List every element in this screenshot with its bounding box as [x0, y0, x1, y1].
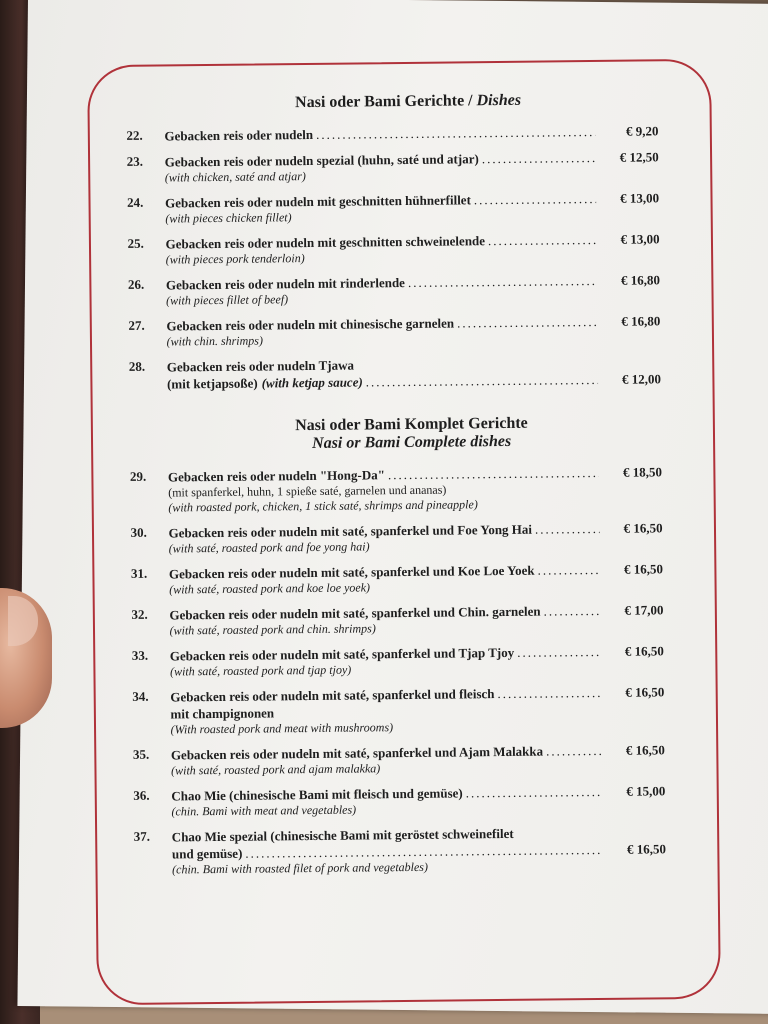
item-price: € 9,20 [625, 123, 659, 139]
item-name: Gebacken reis oder nudeln mit saté, spanferkel und Tjap Tjoy [169, 644, 515, 664]
item-number: 35. [132, 746, 150, 762]
menu-item [124, 642, 664, 680]
item-price: € 18,50 [622, 464, 663, 480]
item-name: Gebacken reis oder nudeln mit saté, spanferkel und Koe Loe Yoek [168, 562, 535, 582]
item-price: € 16,80 [621, 313, 661, 329]
item-translation: (chin. Bami with roasted filet of pork and vegetables) [172, 859, 429, 877]
menu-content [118, 90, 666, 887]
section-title-dishes [158, 90, 658, 113]
item-translation: (with ketjap sauce) [261, 374, 363, 391]
section-title-german: Nasi oder Bami Komplet Gerichte [295, 414, 528, 435]
item-number: 30. [130, 524, 147, 540]
item-name: Gebacken reis oder nudeln mit saté, spanferkel und Chin. garnelen [169, 603, 541, 623]
item-price: € 13,00 [620, 190, 660, 206]
item-price: € 15,00 [626, 783, 666, 799]
item-translation: (with pieces chicken fillet) [165, 210, 292, 226]
dot-leader [457, 313, 597, 331]
item-name-cont: (mit ketjapsoße) [166, 375, 258, 392]
item-name: Gebacken reis oder nudeln "Hong-Da" [167, 467, 385, 485]
item-translation: (with saté, roasted pork and ajam malakka) [170, 761, 381, 778]
item-price: € 16,50 [623, 520, 663, 536]
item-price: € 17,00 [624, 602, 664, 618]
item-translation: (with saté, roasted pork and foe yong hai) [168, 539, 370, 556]
item-name: Gebacken reis oder nudeln [164, 126, 314, 144]
item-number: 25. [127, 235, 144, 251]
item-number: 28. [128, 358, 146, 374]
item-name: Gebacken reis oder nudeln mit saté, spanferkel und Foe Yong Hai [168, 521, 533, 541]
menu-item [119, 189, 659, 227]
dot-leader [316, 123, 595, 143]
menu-item [125, 782, 665, 820]
item-price: € 16,50 [625, 684, 665, 700]
item-price: € 12,00 [621, 371, 662, 387]
item-price: € 16,50 [623, 561, 664, 577]
item-price: € 12,50 [619, 149, 659, 165]
item-name: Gebacken reis oder nudeln mit chinesische garnelen [166, 315, 455, 334]
dot-leader [543, 602, 600, 620]
dot-leader [366, 371, 598, 390]
dot-leader [482, 149, 596, 167]
dot-leader [517, 643, 601, 661]
item-translation: (with chin. shrimps) [166, 333, 263, 349]
item-translation: (with pieces fillet of beef) [166, 292, 289, 308]
menu-item [122, 519, 662, 557]
item-price: € 16,50 [625, 742, 665, 758]
item-number: 27. [128, 317, 145, 333]
item-description: (mit spanferkel, huhn, 1 spieße saté, garnelen und ananas) [168, 482, 447, 500]
item-translation: (with saté, roasted pork and koe loe yoek) [169, 580, 371, 597]
item-name: Gebacken reis oder nudeln mit saté, spanferkel und Ajam Malakka [170, 743, 544, 763]
dot-leader [408, 272, 597, 291]
dishes-list [118, 122, 661, 393]
item-number: 29. [129, 468, 147, 484]
item-name: Chao Mie spezial (chinesische Bami mit geröstet schweinefilet [171, 825, 514, 845]
menu-item [124, 683, 664, 738]
item-name-cont: mit champignonen [170, 705, 275, 722]
item-number: 36. [133, 787, 150, 803]
dot-leader [474, 190, 596, 208]
section-title-text: Nasi oder Bami Gerichte / [295, 92, 477, 112]
item-name: Gebacken reis oder nudeln mit geschnitten schweinelende [165, 233, 486, 252]
item-number: 26. [127, 276, 145, 292]
menu-item [123, 601, 663, 639]
menu-item [120, 312, 660, 350]
item-name: Gebacken reis oder nudeln mit rinderlende [165, 275, 406, 293]
item-number: 24. [127, 194, 144, 210]
item-translation: (with pieces pork tenderloin) [165, 251, 305, 267]
section-title-english: Nasi or Bami Complete dishes [311, 432, 512, 452]
item-number: 34. [132, 688, 149, 704]
item-price: € 16,50 [624, 643, 664, 659]
dot-leader [546, 742, 602, 760]
item-name: Gebacken reis oder nudeln mit saté, spanferkel und fleisch [170, 686, 495, 705]
item-translation: (With roasted pork and meat with mushrooms) [170, 720, 394, 737]
menu-item [119, 230, 659, 268]
complete-dishes-list [122, 463, 666, 878]
item-translation: (with saté, roasted pork and chin. shrimps) [169, 621, 376, 638]
item-number: 32. [131, 606, 148, 622]
menu-item [118, 122, 658, 145]
item-number: 31. [130, 565, 148, 581]
dot-leader [466, 783, 603, 801]
menu-item [123, 560, 663, 598]
item-price: € 16,50 [626, 841, 666, 857]
dot-leader [537, 561, 600, 579]
menu-item [126, 823, 666, 878]
item-number: 37. [133, 828, 151, 844]
menu-item [121, 353, 661, 393]
menu-item [122, 463, 662, 516]
item-translation: (with roasted pork, chicken, 1 stick saté, shrimps and pineapple) [168, 497, 478, 515]
dot-leader [388, 464, 599, 483]
item-name: Chao Mie (chinesische Bami mit fleisch und gemüse) [171, 785, 463, 804]
section-title-complete [161, 413, 661, 454]
menu-item [119, 148, 659, 186]
item-number: 23. [126, 153, 144, 169]
menu-item [120, 271, 660, 309]
section-title-italic: Dishes [476, 91, 522, 110]
item-number: 22. [126, 127, 143, 143]
item-name: Gebacken reis oder nudeln mit geschnitten hühnerfillet [165, 192, 471, 211]
item-number: 33. [131, 647, 149, 663]
item-translation: (with saté, roasted pork and tjap tjoy) [169, 662, 352, 679]
dot-leader [497, 684, 601, 702]
dot-leader [535, 520, 600, 538]
item-price: € 13,00 [620, 231, 660, 247]
item-name-cont: und gemüse) [171, 845, 243, 862]
item-translation: (with chicken, saté and atjar) [164, 169, 306, 185]
dot-leader [488, 231, 597, 249]
menu-item [125, 741, 665, 779]
item-price: € 16,80 [620, 272, 661, 288]
item-translation: (chin. Bami with meat and vegetables) [171, 802, 357, 819]
item-name: Gebacken reis oder nudeln spezial (huhn, saté und atjar) [164, 151, 479, 170]
item-name: Gebacken reis oder nudeln Tjawa [166, 357, 354, 375]
